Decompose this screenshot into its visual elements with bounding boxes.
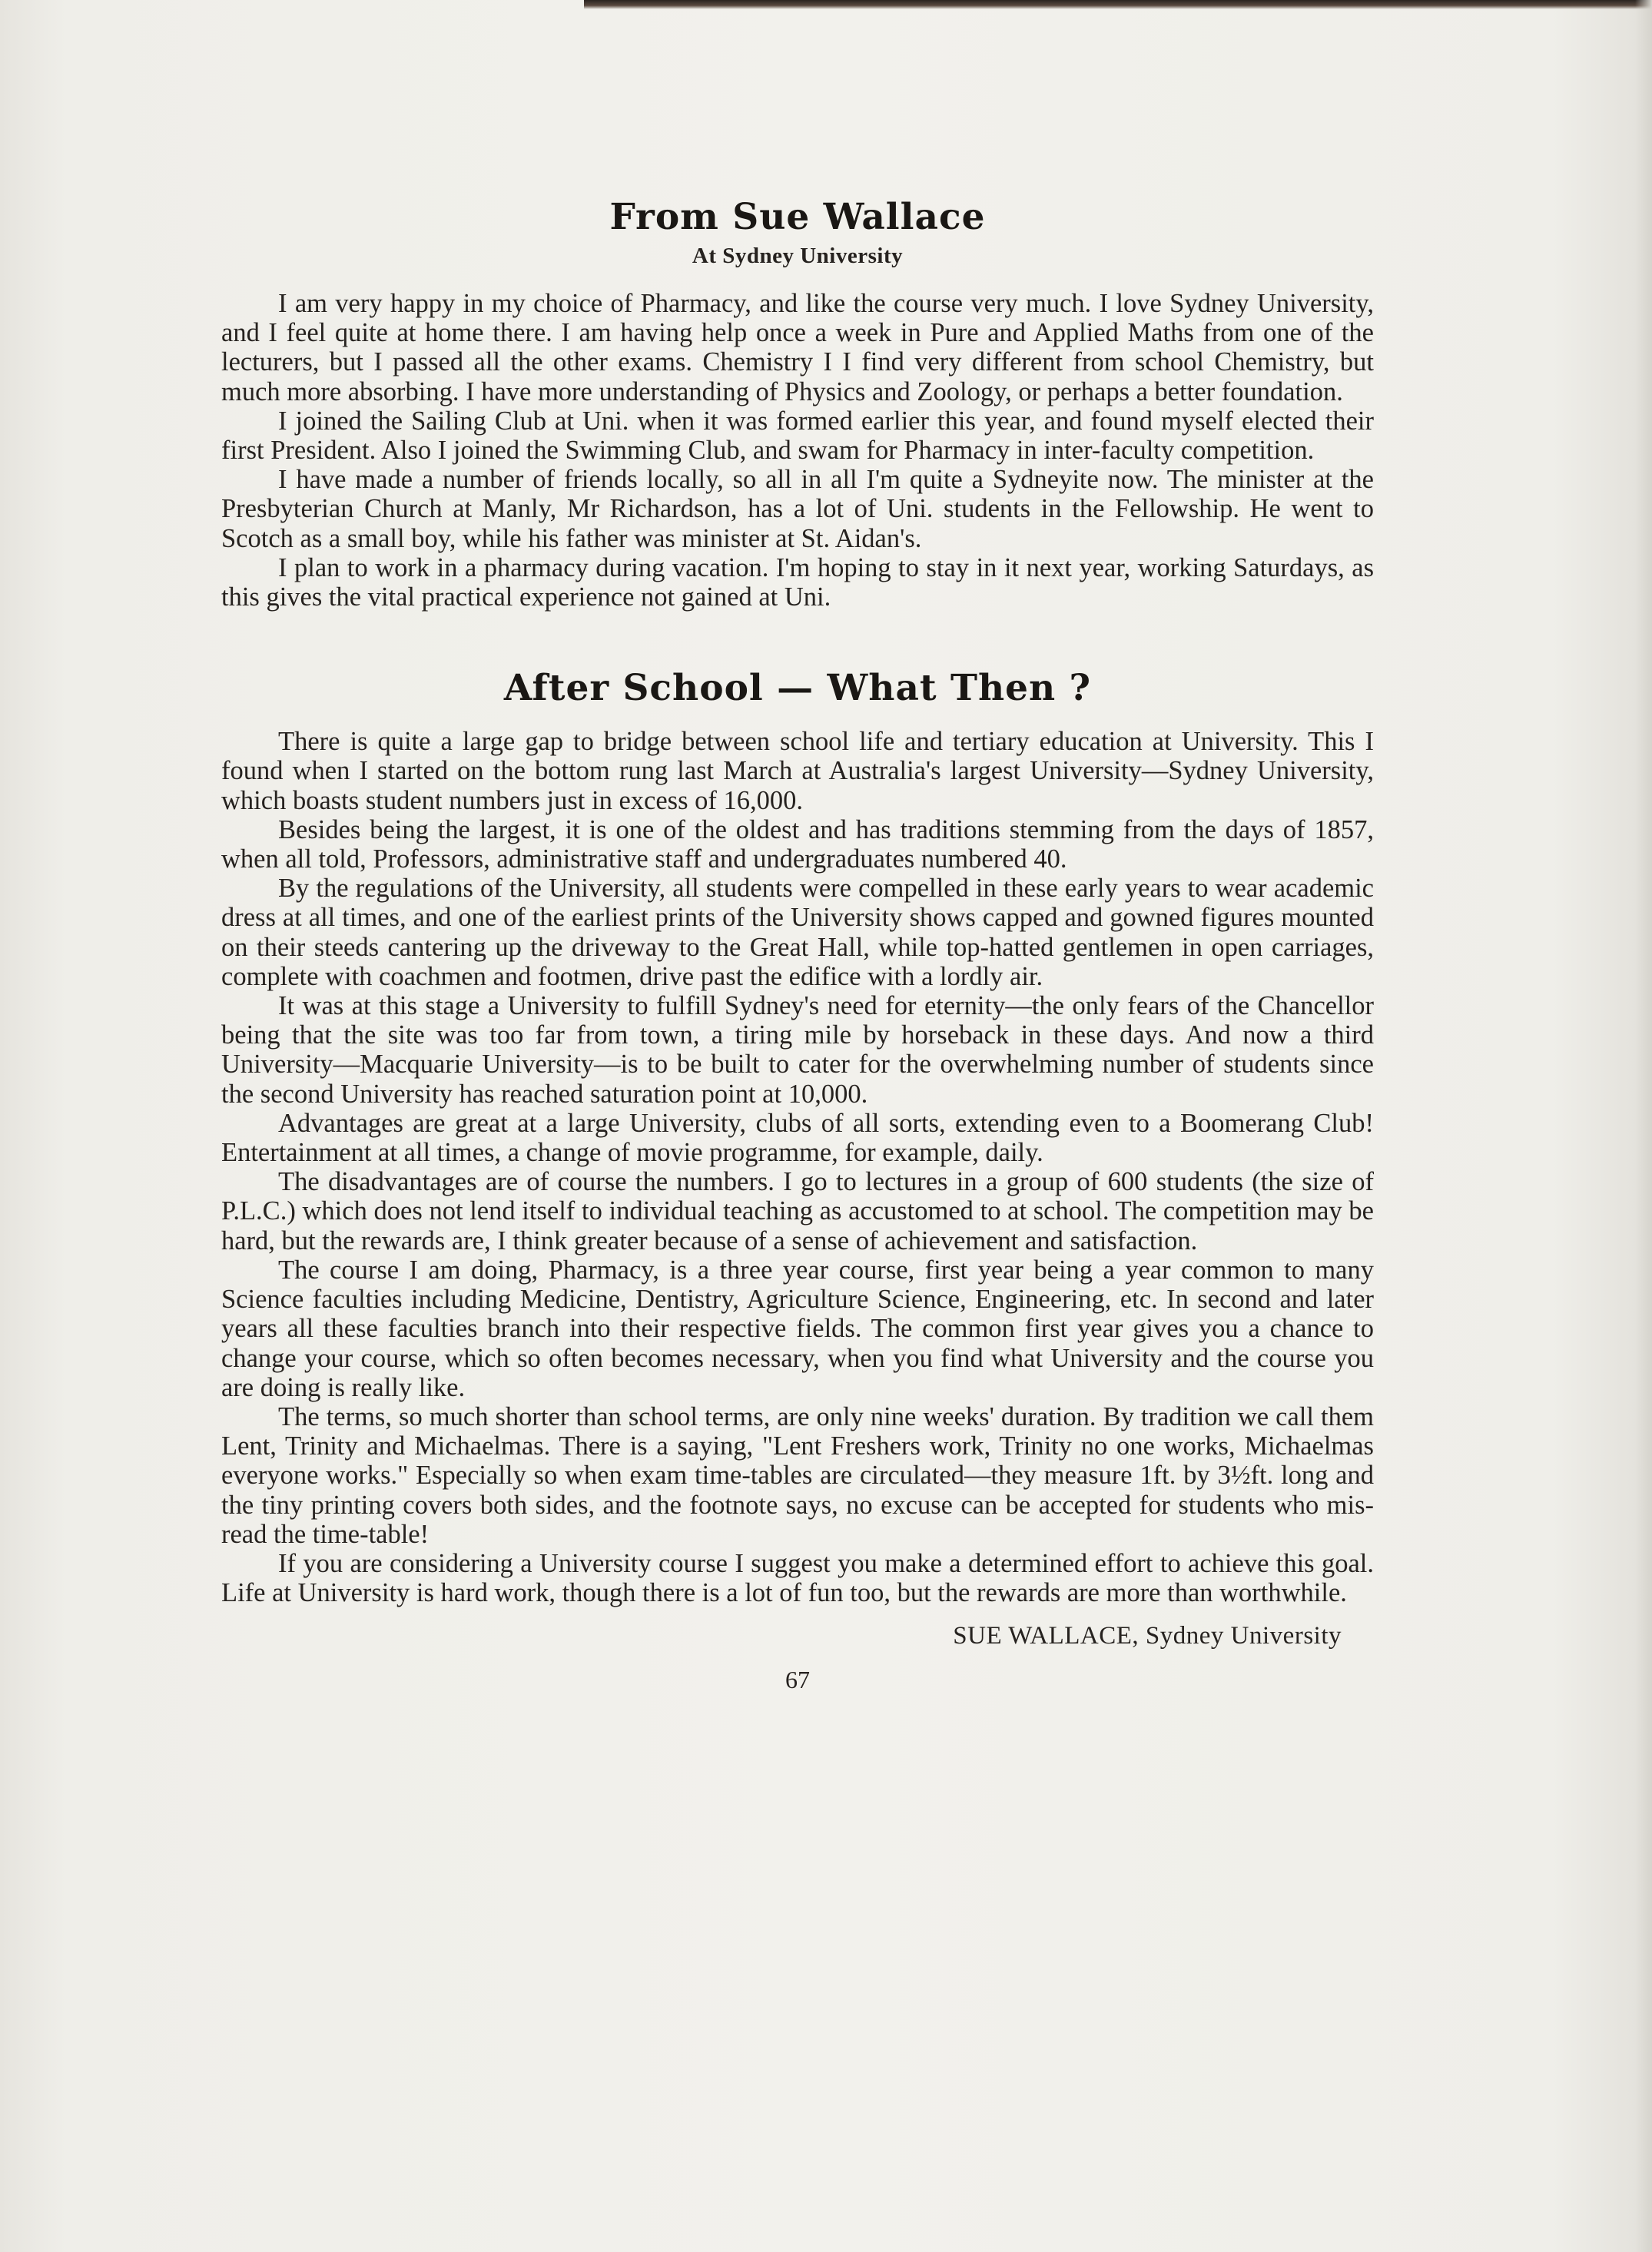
article2-paragraph: The terms, so much shorter than school terms, are only nine weeks' duration. By tradition we call them Lent, Trinity and Michaelmas. There is a saying, "Lent Freshers work, Trinity no one works, Michaelmas everyone works." Especially so when exam time-tables are circulated—they measure 1ft. by 3½ft. long and the tiny printing covers both sides, and the footnote says, no excuse can be accepted for students who mis-read the time-table! (221, 1401, 1374, 1549)
article2-paragraph: It was at this stage a University to fulfill Sydney's need for eternity—the only fears of the Chancellor being that the site was too far from town, a tiring mile by horseback in these days. And now a third University—Macquarie University—is to be built to cater for the overwhelming number of students since the second University has reached saturation point at 10,000. (221, 991, 1374, 1109)
page-right-edge (1635, 0, 1652, 2252)
article2-paragraph: Advantages are great at a large University, clubs of all sorts, extending even to a Boomerang Club! Entertainment at all times, a change of movie programme, for example, daily. (221, 1108, 1374, 1168)
page-number: 67 (785, 1665, 810, 1693)
page-top-edge (584, 0, 1652, 9)
article1-paragraph: I am very happy in my choice of Pharmacy, and like the course very much. I love Sydney University, and I feel quite at home there. I am having help once a week in Pure and Applied Maths from one of the lecturers, but I passed all the other exams. Chemistry I I find very different from school Chemistry, but much more absorbing. I have more understanding of Physics and Zoology, or perhaps a better foundation. (221, 289, 1374, 406)
article2-paragraph: There is quite a large gap to bridge between school life and tertiary education at University. This I found when I started on the bottom rung last March at Australia's largest University—Sydney University, which boasts student numbers just in excess of 16,000. (221, 727, 1374, 815)
article2-paragraph: The course I am doing, Pharmacy, is a three year course, first year being a year common to many Science faculties including Medicine, Dentistry, Agriculture Science, Engineering, etc. In second and later years all these faculties branch into their respective fields. The common first year gives you a chance to change your course, which so often becomes necessary, when you find what University and the course you are doing is really like. (221, 1255, 1374, 1402)
article1-paragraph: I joined the Sailing Club at Uni. when it was formed earlier this year, and found myself elected their first President. Also I joined the Swimming Club, and swam for Pharmacy in inter-faculty competition. (221, 406, 1374, 466)
article2-title: After School — What Then ? (503, 667, 1092, 710)
article2-paragraph: The disadvantages are of course the numbers. I go to lectures in a group of 600 students (the size of P.L.C.) which does not lend itself to individual teaching as accustomed to at school. The competition may be hard, but the rewards are, I think greater because of a sense of achievement and satisfaction. (221, 1167, 1374, 1255)
article1-subtitle: At Sydney University (692, 244, 904, 268)
article2-paragraph: If you are considering a University course I suggest you make a determined effort to achieve this goal. Life at University is hard work, though there is a lot of fun too, but the rewards are more than worthwhile. (221, 1548, 1374, 1608)
article1-paragraph: I have made a number of friends locally, so all in all I'm quite a Sydneyite now. The minister at the Presbyterian Church at Manly, Mr Richardson, has a lot of Uni. students in the Fellowship. He went to Scotch as a small boy, while his father was minister at St. Aidan's. (221, 465, 1374, 553)
author-signature: SUE WALLACE, Sydney University (953, 1622, 1342, 1650)
article2-paragraph: By the regulations of the University, all students were compelled in these early years to wear academic dress at all times, and one of the earliest prints of the University shows capped and gowned figures mounted on their steeds cantering up the driveway to the Great Hall, while top-hatted gentlemen in open carriages, complete with coachmen and footmen, drive past the edifice with a lordly air. (221, 874, 1374, 991)
article-column (221, 196, 1374, 1694)
article1-paragraph: I plan to work in a pharmacy during vacation. I'm hoping to stay in it next year, working Saturdays, as this gives the vital practical experience not gained at Uni. (221, 552, 1374, 612)
section-divider-space (221, 612, 1374, 667)
article1-title: From Sue Wallace (609, 196, 986, 238)
article2-paragraph: Besides being the largest, it is one of the oldest and has traditions stemming from the days of 1857, when all told, Professors, administrative staff and undergraduates numbered 40. (221, 814, 1374, 874)
